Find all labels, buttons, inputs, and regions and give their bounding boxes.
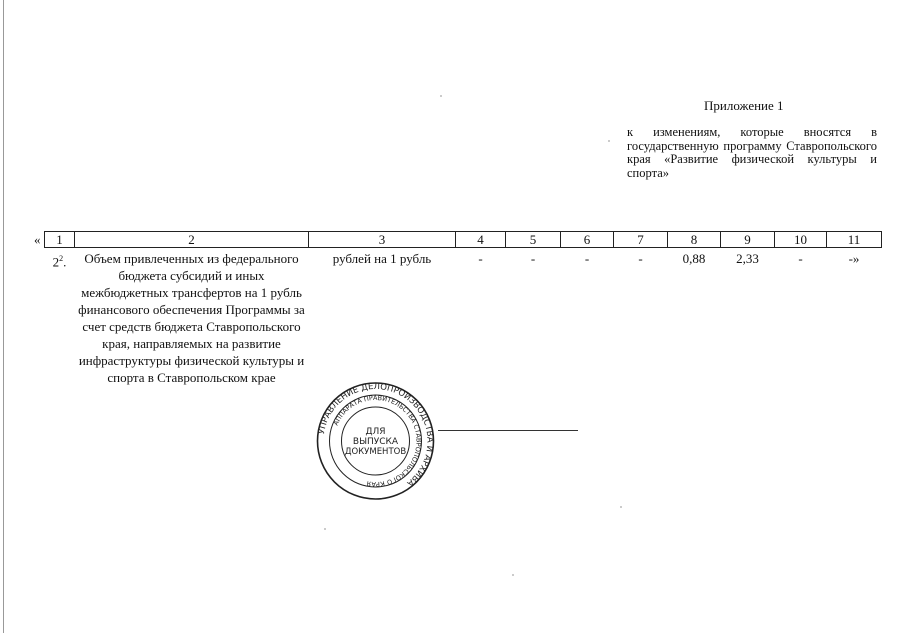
scan-speck bbox=[440, 95, 442, 97]
header-cell: 7 bbox=[614, 232, 668, 248]
table-header-row bbox=[45, 232, 882, 248]
scan-speck bbox=[608, 140, 610, 142]
value-cell: - bbox=[638, 251, 643, 266]
stamp-center-text: ДЛЯ bbox=[365, 427, 386, 437]
header-cell: 9 bbox=[721, 232, 775, 248]
stamp-center-text: ДОКУМЕНТОВ bbox=[344, 447, 407, 457]
value-cell: - bbox=[798, 251, 803, 266]
header-cell: 2 bbox=[75, 232, 309, 248]
official-stamp bbox=[313, 382, 438, 500]
stamp-center-text: ВЫПУСКА bbox=[352, 437, 399, 447]
appendix-title: Приложение 1 bbox=[704, 98, 784, 113]
value-cell: - bbox=[584, 251, 590, 266]
scan-speck bbox=[324, 528, 326, 530]
indicator-description: Объем привлеченных из федерального бюджета субсидий и иных межбюджетных трансфертов на 1 рубль финансового обеспечения Программы за счет средств бюджета Ставропольского края, направляемых на развитие инфраструктуры физической культуры и спорта в Ставропольском крае bbox=[78, 251, 305, 385]
stamp-inner-text: АППАРАТА ПРАВИТЕЛЬСТВА СТАВРОПОЛЬСКОГО КРАЯ bbox=[331, 393, 423, 489]
header-cell: 8 bbox=[668, 232, 721, 248]
value-cell: - bbox=[478, 251, 483, 266]
appendix-note: к изменениям, которые вносятся в государственную программу Ставропольского края «Развитие физической культуры и спорта» bbox=[627, 125, 877, 180]
header-cell: 6 bbox=[561, 232, 614, 248]
value-cell: 2,33 bbox=[736, 251, 759, 266]
row-number: $2^2$. bbox=[52, 254, 67, 270]
page-edge-line bbox=[3, 0, 4, 633]
table-row bbox=[45, 248, 882, 387]
header-cell: 10 bbox=[775, 232, 827, 248]
scan-speck bbox=[512, 574, 514, 576]
value-cell: 0,88 bbox=[682, 251, 706, 266]
value-cell: - bbox=[530, 251, 536, 266]
header-cell: 1 bbox=[45, 232, 75, 248]
header-cell: 11 bbox=[827, 232, 882, 248]
scan-speck bbox=[620, 506, 622, 508]
header-cell: 5 bbox=[506, 232, 561, 248]
opening-quote: « bbox=[34, 232, 41, 247]
stamp-outer-text: УПРАВЛЕНИЕ ДЕЛОПРОИЗВОДСТВА И АРХИВА bbox=[316, 382, 435, 489]
program-indicator-table bbox=[44, 231, 882, 386]
value-cell: -» bbox=[848, 251, 860, 266]
header-cell: 3 bbox=[309, 232, 456, 248]
signature-line bbox=[438, 430, 578, 431]
unit-of-measure: рублей на 1 рубль bbox=[332, 251, 432, 266]
header-cell: 4 bbox=[456, 232, 506, 248]
